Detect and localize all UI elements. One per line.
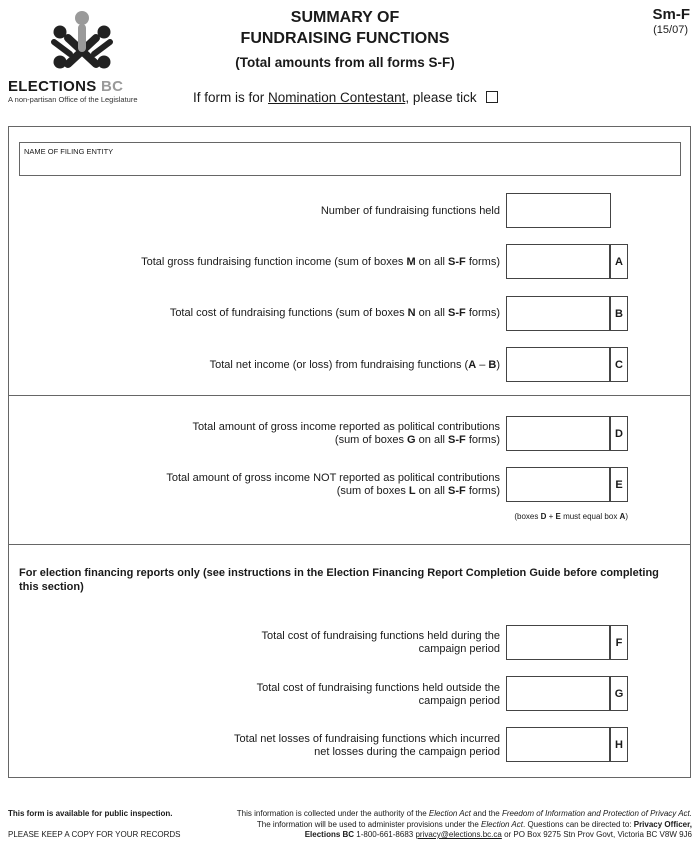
row-d-label: Total amount of gross income reported as political contributions (sum of boxes G on all S-F forms) [192,421,500,446]
row-g-label: Total cost of fundraising functions held outside the campaign period [256,682,500,707]
election-section-heading: For election financing reports only (see instructions in the Election Financing Report Completion Guide before completing this section) [19,567,659,593]
row-a-label: Total gross fundraising function income (sum of boxes M on all S-F forms) [141,256,500,268]
keep-copy-note: PLEASE KEEP A COPY FOR YOUR RECORDS [8,830,181,839]
org-name: ELECTIONS BC [8,78,124,95]
box-c-input[interactable] [506,347,610,382]
section-divider [8,544,691,545]
privacy-notice: This information is collected under the authority of the Election Act and the Freedom of Information and Protection of Privacy Act. The information will be used to administer provisions under the Election Act. Questions can be directed to: Privacy Officer, Elections BC 1-800-661-8683 privacy@elections.bc.ca or PO Box 9275 Stn Prov Govt, Victoria BC V8W 9J6 [236,809,692,839]
box-a-letter: A [610,244,628,279]
box-a-input[interactable] [506,244,610,279]
d-plus-e-note: (boxes D + E must equal box A) [514,512,628,521]
subtitle: (Total amounts from all forms S-F) [235,55,455,70]
box-b-letter: B [610,296,628,331]
box-e-input[interactable] [506,467,610,502]
row-e-label: Total amount of gross income NOT reported as political contributions (sum of boxes L on all S-F forms) [166,472,500,497]
filing-entity-field[interactable] [19,142,681,176]
functions-count-input[interactable] [506,193,611,228]
nomination-checkbox[interactable] [486,91,498,103]
box-g-input[interactable] [506,676,610,711]
box-c-letter: C [610,347,628,382]
public-inspection-note: This form is available for public inspection. [8,809,173,818]
org-tagline: A non-partisan Office of the Legislature [8,95,138,104]
box-d-input[interactable] [506,416,610,451]
section-divider [8,395,691,396]
box-b-input[interactable] [506,296,610,331]
row-b-label: Total cost of fundraising functions (sum of boxes N on all S-F forms) [169,307,500,319]
title-line-1: SUMMARY OF [290,9,400,26]
title-line-2: FUNDRAISING FUNCTIONS [240,30,450,47]
box-d-letter: D [610,416,628,451]
privacy-email-link[interactable]: privacy@elections.bc.ca [415,830,502,839]
nomination-contestant-line: If form is for Nomination Contestant, please tick [193,90,498,105]
box-g-letter: G [610,676,628,711]
box-f-input[interactable] [506,625,610,660]
form-code: Sm-F [652,6,690,23]
row-h-label: Total net losses of fundraising functions which incurred net losses during the campaign period [234,733,500,758]
form-revision: (15/07) [653,24,688,36]
box-e-letter: E [610,467,628,502]
count-label: Number of fundraising functions held [320,205,500,217]
box-f-letter: F [610,625,628,660]
filing-entity-label: NAME OF FILING ENTITY [24,147,114,156]
row-c-label: Total net income (or loss) from fundraising functions (A – B) [209,359,500,371]
box-h-letter: H [610,727,628,762]
box-h-input[interactable] [506,727,610,762]
row-f-label: Total cost of fundraising functions held during the campaign period [261,630,500,655]
